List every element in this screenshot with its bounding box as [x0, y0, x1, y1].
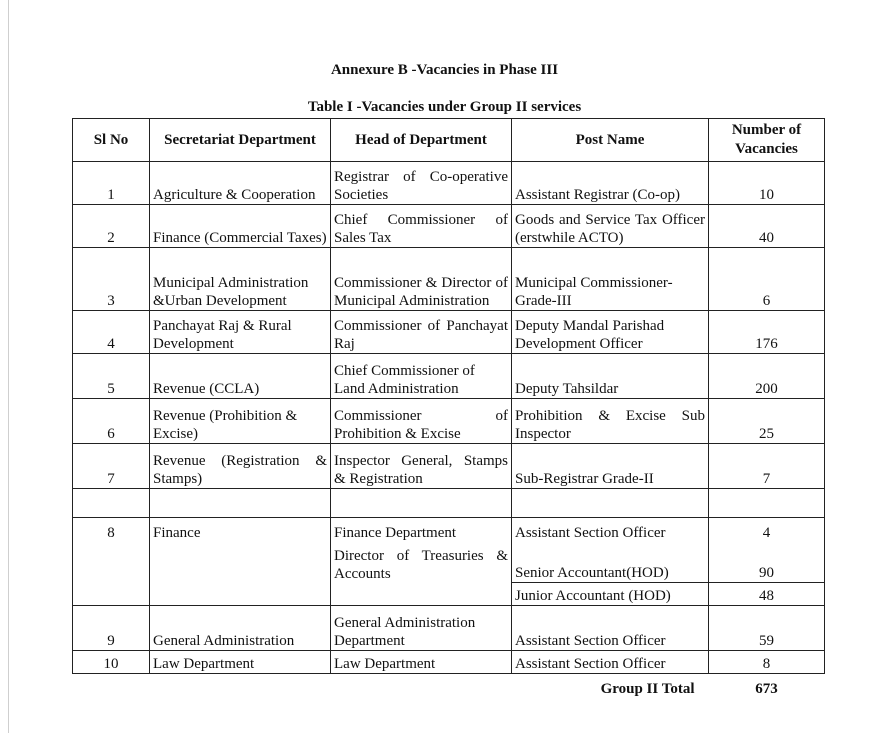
vacancies-cell: 25 [709, 399, 825, 444]
vacancies-cell: 176 [709, 311, 825, 354]
department-cell [150, 542, 331, 583]
table-row [73, 354, 825, 399]
department-cell: Municipal Administration &Urban Development [150, 248, 331, 311]
head-cell: Law Department [331, 651, 512, 674]
post-cell: Senior Accountant(HOD) [512, 542, 709, 583]
vacancies-cell: 40 [709, 205, 825, 248]
post-cell: Deputy Tahsildar [512, 354, 709, 399]
vacancies-cell: 6 [709, 248, 825, 311]
empty-cell [150, 674, 331, 699]
head-cell: Finance Department [331, 518, 512, 543]
sl-cell: 7 [73, 444, 150, 489]
head-cell: Registrar of Co-operative Societies [331, 162, 512, 205]
sl-cell: 2 [73, 205, 150, 248]
vacancies-cell: 4 [709, 518, 825, 543]
empty-cell [512, 489, 709, 518]
post-cell: Junior Accountant (HOD) [512, 583, 709, 606]
head-cell: Chief Commissioner of Land Administration [331, 354, 512, 399]
header-sl-no: Sl No [73, 119, 150, 162]
sl-cell [73, 542, 150, 583]
table-row [73, 444, 825, 489]
table-row [73, 518, 825, 543]
head-cell: General Administration Department [331, 606, 512, 651]
table-row [73, 399, 825, 444]
sl-cell: 4 [73, 311, 150, 354]
sl-cell: 8 [73, 518, 150, 543]
department-cell [150, 583, 331, 606]
head-cell: Chief Commissioner of Sales Tax [331, 205, 512, 248]
table-row [73, 311, 825, 354]
head-cell: Inspector General, Stamps & Registration [331, 444, 512, 489]
header-head: Head of Department [331, 119, 512, 162]
table-row [73, 583, 825, 606]
header-department: Secretariat Department [150, 119, 331, 162]
post-cell: Assistant Section Officer [512, 606, 709, 651]
empty-cell [331, 489, 512, 518]
sl-cell: 1 [73, 162, 150, 205]
post-cell: Prohibition & Excise Sub Inspector [512, 399, 709, 444]
post-cell: Deputy Mandal Parishad Development Officer [512, 311, 709, 354]
post-cell: Assistant Section Officer [512, 518, 709, 543]
header-vacancies: Number of Vacancies [709, 119, 825, 162]
department-cell: Law Department [150, 651, 331, 674]
sl-cell: 5 [73, 354, 150, 399]
header-post: Post Name [512, 119, 709, 162]
table-row [73, 542, 825, 583]
post-cell: Assistant Section Officer [512, 651, 709, 674]
sl-cell: 6 [73, 399, 150, 444]
table-row [73, 606, 825, 651]
table-title: Table I -Vacancies under Group II services [307, 99, 582, 115]
empty-cell [331, 674, 512, 699]
vacancies-cell: 7 [709, 444, 825, 489]
head-cell: Commissioner of Panchayat Raj [331, 311, 512, 354]
empty-cell [73, 489, 150, 518]
sl-cell [73, 583, 150, 606]
table-row [73, 651, 825, 674]
table-header-row [73, 119, 825, 162]
total-row [73, 674, 825, 699]
annexure-title: Annexure B -Vacancies in Phase III [330, 62, 559, 78]
post-cell: Sub-Registrar Grade-II [512, 444, 709, 489]
empty-cell [709, 489, 825, 518]
vacancies-cell: 8 [709, 651, 825, 674]
department-cell: Revenue (Prohibition & Excise) [150, 399, 331, 444]
total-value: 673 [755, 681, 778, 697]
vacancies-cell: 90 [709, 542, 825, 583]
table-row [73, 162, 825, 205]
vacancies-cell: 48 [709, 583, 825, 606]
department-cell: Finance (Commercial Taxes) [150, 205, 331, 248]
department-cell: Finance [150, 518, 331, 543]
sl-cell: 10 [73, 651, 150, 674]
head-cell: Director of Treasuries & Accounts [331, 542, 512, 583]
post-cell: Municipal Commissioner-Grade-III [512, 248, 709, 311]
post-cell: Assistant Registrar (Co-op) [512, 162, 709, 205]
sl-cell: 3 [73, 248, 150, 311]
post-cell: Goods and Service Tax Officer (erstwhile ACTO) [512, 205, 709, 248]
vacancies-table [72, 118, 825, 698]
vacancies-cell: 59 [709, 606, 825, 651]
department-cell: General Administration [150, 606, 331, 651]
empty-cell [150, 489, 331, 518]
department-cell: Panchayat Raj & Rural Development [150, 311, 331, 354]
blank-row [73, 489, 825, 518]
department-cell: Revenue (Registration & Stamps) [150, 444, 331, 489]
table-row [73, 205, 825, 248]
empty-cell [73, 674, 150, 699]
head-cell: Commissioner & Director of Municipal Administration [331, 248, 512, 311]
vacancies-cell: 200 [709, 354, 825, 399]
department-cell: Revenue (CCLA) [150, 354, 331, 399]
department-cell: Agriculture & Cooperation [150, 162, 331, 205]
head-cell: Commissioner of Prohibition & Excise [331, 399, 512, 444]
vacancies-cell: 10 [709, 162, 825, 205]
sl-cell: 9 [73, 606, 150, 651]
table-row [73, 248, 825, 311]
total-label: Group II Total [600, 681, 695, 697]
head-cell [331, 583, 512, 606]
